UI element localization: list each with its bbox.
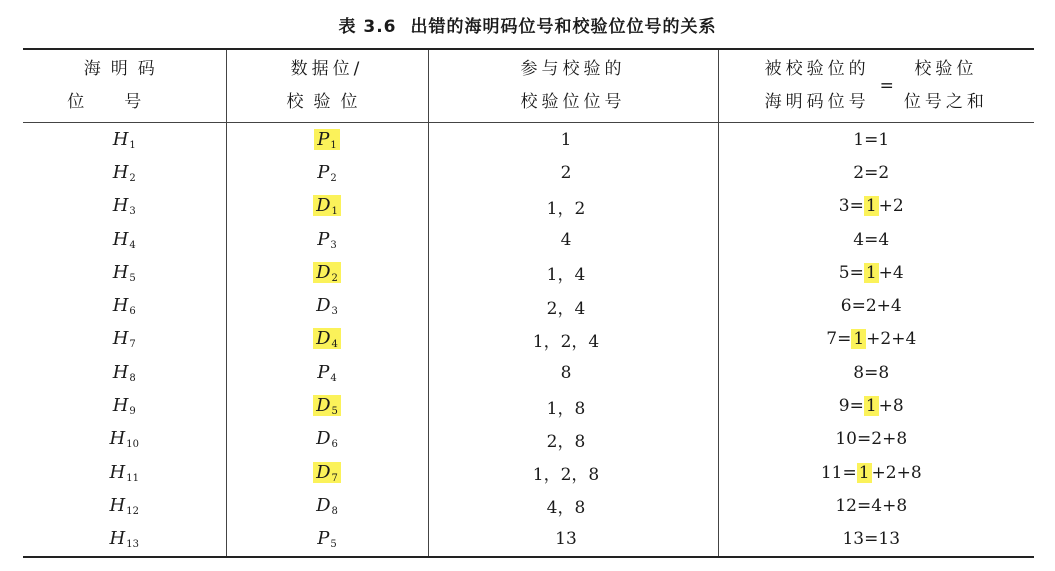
table-row xyxy=(23,123,1034,157)
sum-first-term: 2 xyxy=(878,162,890,183)
hamming-position-cell: $H_1$ xyxy=(112,128,136,151)
sum-cell: 1=1 xyxy=(718,123,1034,157)
sum-first-term: 1 xyxy=(858,462,870,483)
bit-label: $D_1$ xyxy=(313,195,341,216)
bit-cell xyxy=(226,256,428,289)
checks-cell: 1 xyxy=(428,123,718,157)
sum-cell: 11= 1 +2+8 xyxy=(718,456,1034,489)
sum-first-term: 4 xyxy=(871,495,883,516)
bit-cell xyxy=(226,456,428,489)
table-row xyxy=(23,323,1034,356)
bit-label: $D_8$ xyxy=(316,494,338,517)
header-hamming-position: 海明码 位号 xyxy=(23,49,226,123)
sum-first-term: 13 xyxy=(878,529,901,550)
hamming-position-cell: $H_3$ xyxy=(112,195,136,218)
sum-first-term: 1 xyxy=(878,129,890,150)
bit-cell xyxy=(226,323,428,356)
hamming-position-cell: $H_{11}$ xyxy=(109,461,139,484)
sum-first-term: 2 xyxy=(871,429,883,450)
table-row xyxy=(23,356,1034,389)
sum-cell: 2=2 xyxy=(718,156,1034,189)
hamming-position-cell: $H_8$ xyxy=(112,361,136,384)
table-row xyxy=(23,523,1034,557)
bit-label: $P_3$ xyxy=(317,228,337,251)
sum-cell: 10=2+8 xyxy=(718,423,1034,456)
sum-cell: 3= 1 +2 xyxy=(718,190,1034,223)
header-row xyxy=(23,49,1034,123)
table-row xyxy=(23,156,1034,189)
bit-cell xyxy=(226,223,428,256)
hamming-position-cell: $H_{12}$ xyxy=(109,494,139,517)
checks-cell: 4，8 xyxy=(428,489,718,522)
bit-label: $P_4$ xyxy=(317,361,337,384)
bit-cell xyxy=(226,523,428,557)
sum-cell: 4=4 xyxy=(718,223,1034,256)
hamming-position-cell: $H_2$ xyxy=(112,161,136,184)
sum-cell: 8=8 xyxy=(718,356,1034,389)
hamming-table xyxy=(23,48,1034,558)
sum-first-term: 1 xyxy=(853,329,865,350)
table-caption xyxy=(0,12,1055,37)
checks-cell: 1，8 xyxy=(428,389,718,422)
header-sum-relation: 被校验位的 海明码位号 = 校验位 位号之和 xyxy=(718,49,1034,123)
checks-cell: 1，2 xyxy=(428,190,718,223)
sum-cell: 6=2+4 xyxy=(718,289,1034,322)
bit-cell xyxy=(226,389,428,422)
hamming-position-cell: $H_{10}$ xyxy=(109,428,139,451)
bit-cell xyxy=(226,489,428,522)
checks-cell: 2，8 xyxy=(428,423,718,456)
checks-cell: 4 xyxy=(428,223,718,256)
table-row xyxy=(23,289,1034,322)
sum-cell: 12=4+8 xyxy=(718,489,1034,522)
checks-cell: 13 xyxy=(428,523,718,557)
checks-cell: 2 xyxy=(428,156,718,189)
hamming-position-cell: $H_9$ xyxy=(112,395,136,418)
header-data-check-bit: 数据位/ 校验位 xyxy=(226,49,428,123)
bit-label: $P_1$ xyxy=(314,129,340,150)
checks-cell: 1，2，4 xyxy=(428,323,718,356)
table-row xyxy=(23,389,1034,422)
sum-cell: 13=13 xyxy=(718,523,1034,557)
bit-cell xyxy=(226,156,428,189)
hamming-position-cell: $H_4$ xyxy=(112,228,136,251)
bit-cell xyxy=(226,356,428,389)
header-participating-checks: 参与校验的 校验位位号 xyxy=(428,49,718,123)
table-row xyxy=(23,223,1034,256)
sum-cell: 9= 1 +8 xyxy=(718,389,1034,422)
sum-cell: 7= 1 +2+4 xyxy=(718,323,1034,356)
bit-cell xyxy=(226,423,428,456)
sum-first-term: 1 xyxy=(865,196,877,217)
bit-cell xyxy=(226,123,428,157)
caption-number: 表 3.6 xyxy=(338,17,397,37)
bit-label: $D_6$ xyxy=(316,428,338,451)
sum-first-term: 1 xyxy=(865,262,877,283)
bit-cell xyxy=(226,289,428,322)
checks-cell: 1，4 xyxy=(428,256,718,289)
bit-label: $D_3$ xyxy=(316,295,338,318)
bit-label: $D_4$ xyxy=(313,328,341,349)
checks-cell: 2，4 xyxy=(428,289,718,322)
hamming-position-cell: $H_7$ xyxy=(112,328,136,351)
table-row xyxy=(23,423,1034,456)
table-row xyxy=(23,489,1034,522)
bit-label: $D_7$ xyxy=(313,462,341,483)
sum-first-term: 2 xyxy=(865,296,877,317)
hamming-position-cell: $H_5$ xyxy=(112,261,136,284)
bit-cell xyxy=(226,190,428,223)
hamming-position-cell: $H_{13}$ xyxy=(109,528,139,551)
checks-cell: 1，2，8 xyxy=(428,456,718,489)
bit-label: $P_5$ xyxy=(317,528,337,551)
sum-cell: 5= 1 +4 xyxy=(718,256,1034,289)
bit-label: $P_2$ xyxy=(317,161,337,184)
hamming-position-cell: $H_6$ xyxy=(112,295,136,318)
sum-first-term: 1 xyxy=(865,396,877,417)
caption-text: 出错的海明码位号和校验位位号的关系 xyxy=(410,17,717,37)
table-row xyxy=(23,190,1034,223)
sum-first-term: 4 xyxy=(878,229,890,250)
sum-first-term: 8 xyxy=(878,362,890,383)
checks-cell: 8 xyxy=(428,356,718,389)
equals-sign: = xyxy=(879,75,894,96)
bit-label: $D_5$ xyxy=(313,395,341,416)
table-row xyxy=(23,456,1034,489)
table-row xyxy=(23,256,1034,289)
bit-label: $D_2$ xyxy=(313,262,341,283)
